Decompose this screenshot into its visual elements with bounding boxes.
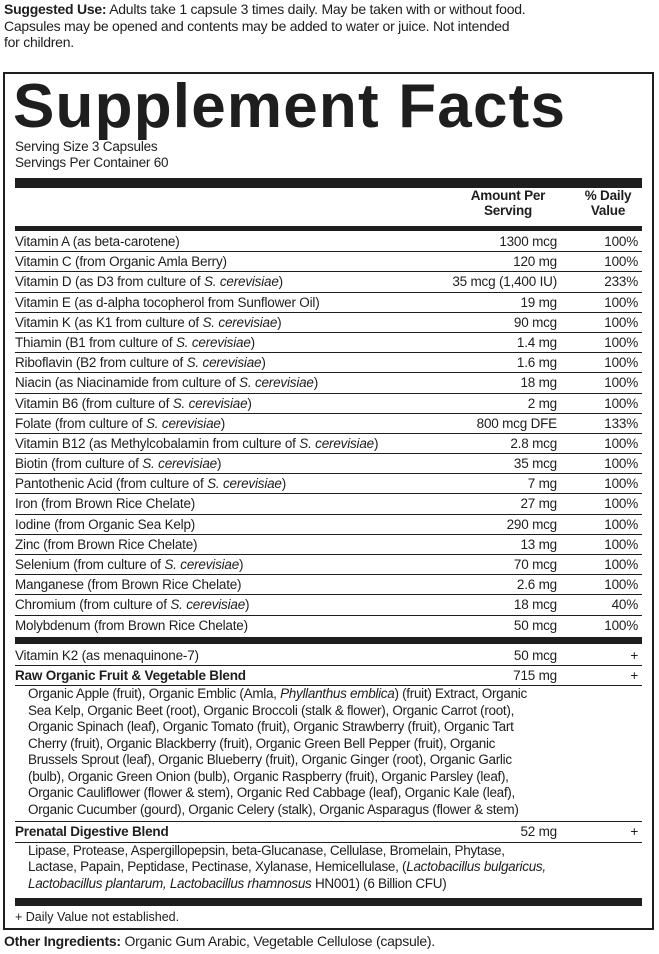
amount-header-line: Amount Per <box>470 188 546 203</box>
nutrient-name-text: Folate (from culture of <box>15 415 146 431</box>
nutrient-name-text: Vitamin D (as D3 from culture of <box>15 274 204 290</box>
nutrient-name-text: ) <box>245 597 250 613</box>
table-row <box>15 252 642 272</box>
divider-bar <box>15 898 642 906</box>
divider-bar <box>15 226 642 231</box>
suggested-use-line: Capsules may be opened and contents may be added to water or juice. Not intended <box>4 17 510 34</box>
table-row <box>15 595 642 615</box>
nutrient-amount: 2.8 mcg <box>510 435 557 451</box>
amount-header <box>453 188 563 218</box>
table-row <box>15 616 642 636</box>
table-row <box>15 394 642 414</box>
nutrient-name-text: ) <box>278 274 283 290</box>
nutrient-dv: 100% <box>604 476 638 492</box>
other-ingredients-label: Other Ingredients: <box>4 933 121 949</box>
dv-header <box>573 188 643 218</box>
nutrient-name-text: Chromium (from culture of <box>15 597 171 613</box>
nutrient-dv: 100% <box>604 334 638 350</box>
nutrient-source-organism: S. cerevisiae <box>186 355 262 371</box>
nutrient-amount: 120 mg <box>513 254 557 270</box>
ingredient-line <box>28 802 642 819</box>
nutrient-dv: 100% <box>604 314 638 330</box>
nutrient-amount: 50 mcg <box>513 648 557 663</box>
table-row <box>15 555 642 575</box>
blend-dv: + <box>630 824 638 840</box>
nutrient-amount: 800 mcg DFE <box>476 415 557 431</box>
nutrient-table <box>15 232 642 636</box>
nutrient-name <box>15 496 195 511</box>
nutrient-source-organism: S. cerevisiae <box>164 557 240 572</box>
ingredient-text: Lipase, Protease, Aspergillopepsin, beta-Glucanase, Cellulase, Bromelain, Phytase, <box>28 842 505 858</box>
nutrient-name <box>15 618 248 633</box>
supplement-facts-panel <box>3 72 654 930</box>
nutrient-source-organism: S. cerevisiae <box>175 334 251 350</box>
table-row <box>15 232 642 252</box>
nutrient-name <box>15 315 281 330</box>
nutrient-name <box>15 476 286 491</box>
nutrient-name-text: Pantothenic Acid (from culture of <box>15 476 208 492</box>
suggested-use-line: Adults take 1 capsule 3 times daily. May be taken with or without food. <box>109 1 526 17</box>
nutrient-name-text: ) <box>281 476 287 492</box>
suggested-use-line: for children. <box>4 34 74 50</box>
blend-amount: 715 mg <box>513 668 557 684</box>
footnote: + Daily Value not established. <box>15 910 180 924</box>
nutrient-name <box>15 234 180 249</box>
ingredient-line <box>28 686 642 703</box>
nutrient-dv: 100% <box>604 557 638 572</box>
nutrient-name-text: Riboflavin (B2 from culture of <box>15 355 187 371</box>
nutrient-name-text: Vitamin E (as d-alpha tocopherol from Sunflower Oil) <box>15 294 320 310</box>
ingredient-text: Lactobacillus bulgaricus, <box>406 859 546 875</box>
blend-name: Prenatal Digestive Blend <box>15 824 169 840</box>
nutrient-source-organism: S. cerevisiae <box>172 395 248 411</box>
dv-header-line: Value <box>590 203 626 218</box>
nutrient-name-text: Iodine (from Organic Sea Kelp) <box>15 516 196 532</box>
nutrient-amount: 2 mg <box>527 395 557 411</box>
nutrient-amount: 290 mcg <box>506 516 557 532</box>
nutrient-name-text: Iron (from Brown Rice Chelate) <box>15 496 196 512</box>
nutrient-name-text: Niacin (as Niacinamide from culture of <box>15 375 240 391</box>
nutrient-source-organism: S. cerevisiae <box>299 435 374 451</box>
table-row <box>15 373 642 393</box>
nutrient-amount: 1.4 mg <box>516 334 557 350</box>
nutrient-name-text: Vitamin C (from Organic Amla Berry) <box>15 254 227 270</box>
nutrient-name-text: Manganese (from Brown Rice Chelate) <box>15 577 242 593</box>
nutrient-amount: 19 mg <box>520 294 557 310</box>
serving-size: Serving Size 3 Capsules <box>15 139 158 154</box>
nutrient-name-text: ) <box>220 415 225 431</box>
nutrient-name-text: ) <box>373 435 379 451</box>
panel-title: Supplement Facts <box>13 72 567 141</box>
nutrient-source-organism: S. cerevisiae <box>142 456 217 472</box>
nutrient-name <box>15 254 227 269</box>
nutrient-name: Vitamin K2 (as menaquinone-7) <box>15 648 199 663</box>
nutrient-dv: 100% <box>604 496 638 512</box>
nutrient-name <box>15 537 197 552</box>
table-row <box>15 494 642 514</box>
table-row <box>15 575 642 595</box>
nutrient-name <box>15 295 320 310</box>
nutrient-amount: 7 mg <box>527 476 557 492</box>
nutrient-source-organism: S. cerevisiae <box>239 375 314 391</box>
table-row <box>15 272 642 292</box>
ingredient-text: HN001) (6 Billion CFU) <box>311 875 447 891</box>
table-row <box>15 293 642 313</box>
nutrient-amount: 90 mcg <box>513 314 557 330</box>
nutrient-source-organism: S. cerevisiae <box>170 597 246 613</box>
suggested-use-label: Suggested Use: <box>4 1 107 17</box>
ingredient-text: Organic Cauliflower (flower & stem), Organic Red Cabbage (leaf), Organic Kale (leaf), <box>28 785 515 801</box>
nutrient-name <box>15 456 221 471</box>
nutrient-amount: 70 mcg <box>513 557 557 572</box>
nutrient-dv: 233% <box>604 274 638 290</box>
nutrient-name <box>15 436 378 451</box>
nutrient-dv: 40% <box>611 597 638 613</box>
ingredient-text: Brussels Sprout (leaf), Organic Blueberry (fruit), Organic Ginger (root), Organic Garlic <box>28 752 512 768</box>
divider-bar <box>15 637 642 644</box>
ingredient-text: Cherry (fruit), Organic Blackberry (fruit), Organic Green Bell Pepper (fruit), Organic <box>28 735 496 751</box>
nutrient-name-text: ) <box>239 557 244 572</box>
nutrient-source-organism: S. cerevisiae <box>207 476 282 492</box>
table-row <box>15 535 642 555</box>
nutrient-name-text: Selenium (from culture of <box>15 557 165 572</box>
table-row <box>15 434 642 454</box>
nutrient-name-text: Vitamin B12 (as Methylcobalamin from culture of <box>15 435 300 451</box>
nutrient-name <box>15 557 243 572</box>
nutrient-name-text: Zinc (from Brown Rice Chelate) <box>15 536 198 552</box>
nutrient-dv: 100% <box>604 395 638 411</box>
ingredient-line <box>28 785 642 802</box>
nutrient-name-text: Vitamin A (as beta-carotene) <box>15 234 180 249</box>
blend-name: Raw Organic Fruit & Vegetable Blend <box>15 668 246 684</box>
nutrient-source-organism: S. cerevisiae <box>202 314 278 330</box>
nutrient-amount: 50 mcg <box>513 617 557 633</box>
blend-table <box>15 646 642 895</box>
ingredient-line <box>28 876 642 893</box>
ingredient-line <box>28 719 642 736</box>
nutrient-source-organism: S. cerevisiae <box>146 415 221 431</box>
nutrient-name-text: ) <box>247 395 252 411</box>
nutrient-dv: 100% <box>604 375 638 391</box>
ingredient-text: Phyllanthus emblica <box>280 686 395 702</box>
ingredient-line <box>28 859 642 876</box>
nutrient-name-text: ) <box>313 375 319 391</box>
divider-bar <box>15 178 642 188</box>
servings-per-container: Servings Per Container 60 <box>15 154 169 170</box>
digestive-blend-ingredients <box>15 843 642 896</box>
nutrient-amount: 35 mcg (1,400 IU) <box>452 274 557 290</box>
nutrient-name <box>15 517 195 532</box>
table-row-fruit-blend <box>15 666 642 686</box>
table-row-digestive-blend <box>15 822 642 842</box>
nutrient-name-text: ) <box>250 334 255 350</box>
table-row <box>15 515 642 535</box>
nutrient-name <box>15 355 266 370</box>
table-row <box>15 454 642 474</box>
nutrient-amount: 18 mcg <box>513 597 557 613</box>
nutrient-name <box>15 375 318 390</box>
nutrient-dv: 100% <box>604 234 638 249</box>
nutrient-amount: 18 mg <box>520 375 557 391</box>
ingredient-text: Organic Spinach (leaf), Organic Tomato (fruit), Organic Strawberry (fruit), Organic Tart <box>28 719 514 735</box>
nutrient-name-text: Thiamin (B1 from culture of <box>15 334 176 350</box>
nutrient-dv: 100% <box>604 577 638 593</box>
nutrient-dv: + <box>630 648 638 663</box>
dv-header-line: % Daily <box>584 188 632 203</box>
nutrient-dv: 100% <box>604 516 638 532</box>
nutrient-name <box>15 597 249 612</box>
ingredient-line <box>28 843 642 860</box>
nutrient-name-text: Vitamin K (as K1 from culture of <box>15 314 203 330</box>
ingredient-text: Lactobacillus plantarum, Lactobacillus rhamnosus <box>28 875 312 891</box>
nutrient-dv: 133% <box>604 415 638 431</box>
nutrient-name <box>15 274 283 289</box>
nutrient-name-text: Vitamin B6 (from culture of <box>15 395 173 411</box>
table-row <box>15 313 642 333</box>
blend-dv: + <box>630 668 638 684</box>
nutrient-name <box>15 396 252 411</box>
ingredient-text: Sea Kelp, Organic Beet (root), Organic Broccoli (stalk & flower), Organic Carrot (root), <box>28 702 515 718</box>
nutrient-amount: 13 mg <box>520 536 557 552</box>
nutrient-dv: 100% <box>604 294 638 310</box>
ingredient-line <box>28 752 642 769</box>
ingredient-line <box>28 703 642 720</box>
nutrient-amount: 2.6 mg <box>516 577 557 593</box>
table-row <box>15 474 642 494</box>
nutrient-source-organism: S. cerevisiae <box>203 274 279 290</box>
nutrient-name-text: ) <box>261 355 266 371</box>
ingredient-line <box>28 769 642 786</box>
nutrient-amount: 1.6 mg <box>516 355 557 371</box>
nutrient-amount: 27 mg <box>520 496 557 512</box>
nutrient-name-text: ) <box>216 456 222 472</box>
nutrient-name <box>15 577 241 592</box>
nutrient-dv: 100% <box>604 254 638 270</box>
nutrient-dv: 100% <box>604 435 638 451</box>
suggested-use <box>4 1 654 51</box>
nutrient-dv: 100% <box>604 355 638 371</box>
nutrient-name-text: ) <box>277 314 282 330</box>
ingredient-text: Lactase, Papain, Peptidase, Pectinase, Xylanase, Hemicellulase, ( <box>28 859 407 875</box>
other-ingredients-text: Organic Gum Arabic, Vegetable Cellulose (capsule). <box>120 933 435 949</box>
nutrient-amount: 1300 mcg <box>499 234 557 249</box>
ingredient-line <box>28 736 642 753</box>
ingredient-text: ) (fruit) Extract, Organic <box>394 686 527 702</box>
table-row-vitamin-k2 <box>15 646 642 666</box>
nutrient-dv: 100% <box>604 536 638 552</box>
blend-amount: 52 mg <box>520 824 557 840</box>
table-row <box>15 333 642 353</box>
other-ingredients <box>4 933 435 949</box>
ingredient-text: Organic Apple (fruit), Organic Emblic (Amla, <box>28 686 281 702</box>
nutrient-name <box>15 416 225 431</box>
table-row <box>15 414 642 434</box>
ingredient-text: Organic Cucumber (gourd), Organic Celery (stalk), Organic Asparagus (flower & stem) <box>28 801 519 817</box>
nutrient-name-text: Biotin (from culture of <box>15 456 143 472</box>
nutrient-name-text: Molybdenum (from Brown Rice Chelate) <box>15 617 248 633</box>
serving-info <box>15 139 168 170</box>
ingredient-text: (bulb), Organic Green Onion (bulb), Organic Raspberry (fruit), Organic Parsley (leaf), <box>28 768 509 784</box>
nutrient-dv: 100% <box>604 456 638 472</box>
fruit-blend-ingredients <box>15 686 642 822</box>
nutrient-amount: 35 mcg <box>513 456 557 472</box>
table-row <box>15 353 642 373</box>
amount-header-line: Serving <box>483 203 533 218</box>
nutrient-name <box>15 335 255 350</box>
nutrient-dv: 100% <box>604 617 638 633</box>
